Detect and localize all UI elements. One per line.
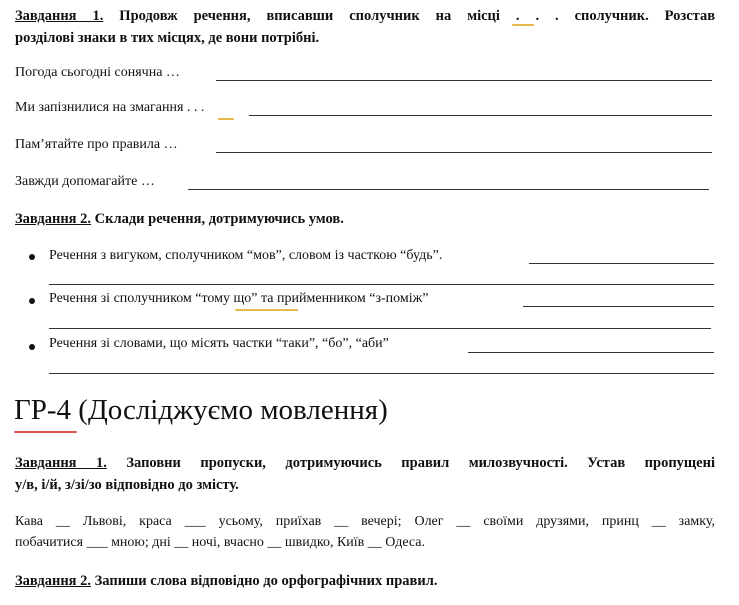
task2-bullet-2: Речення зі сполучником “тому що” та прийменником “з-поміж” (49, 291, 429, 306)
answer-line-1[interactable] (216, 80, 712, 81)
task1-instruction-line1 (15, 5, 715, 27)
section2-body-line2: побачитися ___ мною; дні __ ночі, вчасно __ швидко, Київ __ Одеса. (15, 535, 426, 550)
answer-line-8[interactable] (49, 328, 711, 329)
section2-task1-text: Заповни пропуски, дотримуючись правил милозвучності. Устав пропущені (126, 455, 715, 471)
section2-task2-label: Завдання 2. (15, 573, 92, 589)
answer-line-6[interactable] (49, 284, 714, 285)
section2-task2-instruction (15, 570, 437, 592)
task1-instruction-line2: розділові знаки в тих місцях, де вони потрібні. (15, 30, 320, 46)
section2-task2-text: Запиши слова відповідно до орфографічних правил. (94, 573, 438, 589)
task2-bullet-1: Речення з вигуком, сполучником “мов”, словом із часткою “будь”. (49, 248, 443, 263)
task1-ellipsis: . . . (515, 8, 559, 24)
answer-line-5[interactable] (529, 263, 714, 264)
spellcheck-underline (512, 24, 534, 26)
answer-line-7[interactable] (523, 306, 714, 307)
section2-task1-label: Завдання 1. (15, 455, 107, 471)
section-heading: ГР-4 (Досліджуємо мовлення) (14, 394, 388, 426)
answer-line-2[interactable] (249, 115, 712, 116)
spellcheck-underline-red (14, 431, 77, 433)
spellcheck-underline (235, 309, 298, 311)
answer-line-9[interactable] (468, 352, 714, 353)
task1-sentence-3: Пам’ятайте про правила … (15, 137, 178, 152)
bullet-icon (29, 344, 35, 350)
section2-task1-line2: у/в, і/й, з/зі/зо відповідно до змісту. (15, 477, 239, 493)
task1-sentence-4: Завжди допомагайте … (15, 174, 155, 189)
spellcheck-underline (218, 118, 234, 120)
answer-line-10[interactable] (49, 373, 714, 374)
task1-text-part1: Продовж речення, вписавши сполучник на місці (119, 8, 500, 24)
task2-label: Завдання 2. (15, 211, 92, 227)
task2-bullet-3: Речення зі словами, що місять частки “таки”, “бо”, “аби” (49, 336, 389, 351)
task2-text: Склади речення, дотримуючись умов. (94, 211, 344, 227)
section2-task1-line1 (15, 452, 715, 474)
task1-sentence-2: Ми запізнилися на змагання . . . (15, 100, 205, 115)
bullet-icon (29, 254, 35, 260)
task2-instruction (15, 208, 344, 230)
answer-line-3[interactable] (216, 152, 712, 153)
section2-task1-instruction (15, 452, 715, 496)
task1-label: Завдання 1. (15, 8, 104, 24)
task1-instruction (15, 5, 715, 49)
task1-sentence-1: Погода сьогодні сонячна … (15, 65, 180, 80)
section2-body-line1: Кава __ Львові, краса ___ усьому, приїхав __ вечері; Олег __ своїми друзями, принц __ замку, (15, 514, 715, 529)
task1-text-part2: сполучник. Розстав (574, 8, 716, 24)
bullet-icon (29, 298, 35, 304)
answer-line-4[interactable] (188, 189, 709, 190)
